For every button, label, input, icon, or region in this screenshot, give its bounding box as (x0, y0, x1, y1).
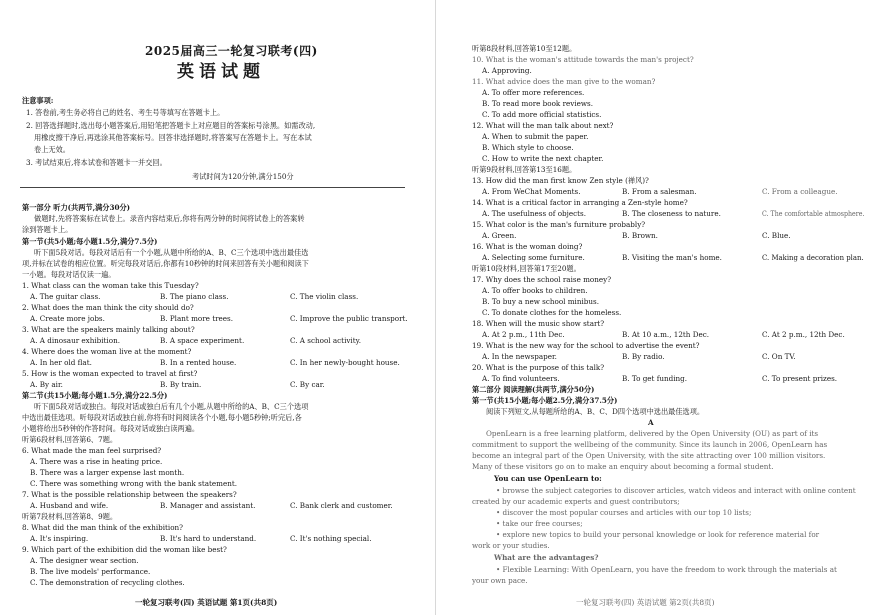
option-c: C. A school activity. (290, 336, 362, 345)
option-a: A. In her old flat. (30, 358, 92, 367)
question: 13. How did the man first know Zen style (禅风)? (472, 176, 649, 185)
option-b: B. To buy a new school minibus. (482, 297, 599, 306)
notice-line: 用橡皮擦干净后,再选涂其他答案标号。回答非选择题时,将答案写在答题卡上。写在本试 (34, 133, 312, 142)
option-c: C. By car. (290, 380, 325, 389)
option-a: A. The guitar class. (30, 292, 101, 301)
bullet-line: created by our academic experts and guest contributors; (472, 497, 680, 506)
option-a: A. From WeChat Moments. (482, 187, 581, 196)
exam-time-note: 考试时间为120分钟,满分150分 (192, 172, 294, 181)
section1-intro: 听下面5段对话。每段对话后有一个小题,从题中所给的A、B、C三个选项中选出最佳选 (34, 248, 309, 257)
option-b: B. The piano class. (160, 292, 229, 301)
section2-intro: 中选出最佳选项。听每段对话或独白前,你将有时间阅读各个小题,每小题5秒钟;听完后,各 (22, 413, 302, 422)
part2-intro: 阅读下列短文,从每题所给的A、B、C、D四个选项中选出最佳选项。 (486, 407, 705, 416)
option-a: A. It's inspiring. (30, 534, 89, 543)
option-b: B. A space experiment. (160, 336, 245, 345)
option-c: C. The violin class. (290, 292, 359, 301)
option-b: B. Brown. (622, 231, 658, 240)
section1-intro: 一小题。每段对话仅读一遍。 (22, 270, 116, 279)
option-b: B. To read more book reviews. (482, 99, 593, 108)
option-b: B. At 10 a.m., 12th Dec. (622, 330, 710, 339)
divider (20, 187, 405, 188)
question: 8. What did the man think of the exhibition? (22, 523, 184, 532)
option-a: A. To offer more references. (482, 88, 585, 97)
notice-line: 2. 回答选择题时,选出每小题答案后,用铅笔把答题卡上对应题目的答案标号涂黑。如需改动, (26, 121, 316, 130)
option-c: C. Improve the public transport. (290, 314, 408, 323)
passage-subheading: What are the advantages? (494, 553, 599, 562)
option-c: C. Bank clerk and customer. (290, 501, 393, 510)
question: 15. What color is the man's furniture probably? (472, 220, 646, 229)
page-2 (436, 0, 870, 615)
option-b: B. Visiting the man's home. (622, 253, 722, 262)
question: 17. Why does the school raise money? (472, 275, 612, 284)
section1-heading: 第一节(共5小题;每小题1.5分,满分7.5分) (22, 237, 158, 246)
option-a: A. The usefulness of objects. (482, 209, 586, 218)
option-b: B. Plant more trees. (160, 314, 233, 323)
option-a: A. Create more jobs. (30, 314, 105, 323)
option-a: A. To offer books to children. (482, 286, 588, 295)
bullet-line: • take our free courses; (496, 519, 583, 528)
option-c: C. The comfortable atmosphere. (762, 209, 865, 218)
material-label: 听第6段材料,回答第6、7题。 (22, 435, 118, 444)
option-c: C. To add more official statistics. (482, 110, 602, 119)
option-a: A. Approving. (482, 66, 532, 75)
option-a: A. There was a rise in heating price. (30, 457, 163, 466)
option-c: C. The demonstration of recycling clothes. (30, 578, 185, 587)
question: 10. What is the woman's attitude towards the man's project? (472, 55, 694, 64)
option-b: B. In a rented house. (160, 358, 237, 367)
option-a: A. Husband and wife. (30, 501, 109, 510)
passage-subheading: You can use OpenLearn to: (494, 474, 602, 483)
option-a: A. Selecting some furniture. (482, 253, 585, 262)
question: 2. What does the man think the city should do? (22, 303, 194, 312)
exam-subject-title: 英语试题 (177, 62, 265, 82)
option-c: C. How to write the next chapter. (482, 154, 604, 163)
bullet-line: • Flexible Learning: With OpenLearn, you have the freedom to work through the materials at (496, 565, 837, 574)
option-b: B. By radio. (622, 352, 665, 361)
part2-section1-heading: 第一节(共15小题;每小题2.5分,满分37.5分) (472, 396, 618, 405)
question: 11. What advice does the man give to the woman? (472, 77, 656, 86)
material-label: 听第7段材料,回答第8、9题。 (22, 512, 118, 521)
question: 7. What is the possible relationship between the speakers? (22, 490, 237, 499)
part1-intro: 涂到答题卡上。 (22, 225, 73, 234)
option-a: A. Green. (482, 231, 517, 240)
passage-line: OpenLearn is a free learning platform, delivered by the Open University (OU) as part of its (486, 429, 819, 438)
question: 3. What are the speakers mainly talking about? (22, 325, 195, 334)
material-label: 听第10段材料,回答第17至20题。 (472, 264, 581, 273)
bullet-line: • explore new topics to build your personal knowledge or look for reference material for (496, 530, 820, 539)
passage-line: become an integral part of the Open University, with the site attracting over 100 million visitors. (472, 451, 826, 460)
option-c: C. To donate clothes for the homeless. (482, 308, 622, 317)
option-b: B. The closeness to nature. (622, 209, 721, 218)
question: 5. How is the woman expected to travel at first? (22, 369, 198, 378)
notice-line: 3. 考试结束后,将本试卷和答题卡一并交回。 (26, 158, 167, 167)
section2-intro: 小题将给出5秒钟的作答时间。每段对话或独白读两遍。 (22, 424, 200, 433)
option-c: C. Blue. (762, 231, 791, 240)
question: 6. What made the man feel surprised? (22, 446, 162, 455)
passage-line: Many of these visitors go on to make an enquiry about becoming a formal student. (472, 462, 774, 471)
part2-heading: 第二部分 阅读理解(共两节,满分50分) (472, 385, 595, 394)
option-c: C. It's nothing special. (290, 534, 372, 543)
option-b: B. Which style to choose. (482, 143, 574, 152)
option-a: A. To find volunteers. (482, 374, 560, 383)
exam-title: 2025届高三一轮复习联考(四) (145, 44, 318, 58)
option-b: B. It's hard to understand. (160, 534, 257, 543)
option-c: C. There was something wrong with the bank statement. (30, 479, 238, 488)
option-b: B. There was a larger expense last month. (30, 468, 185, 477)
option-c: C. From a colleague. (762, 187, 838, 196)
bullet-line: work or your studies. (472, 541, 550, 550)
notice-line: 卷上无效。 (34, 145, 70, 154)
question: 20. What is the purpose of this talk? (472, 363, 605, 372)
option-c: C. In her newly-bought house. (290, 358, 400, 367)
question: 9. Which part of the exhibition did the woman like best? (22, 545, 227, 554)
question: 12. What will the man talk about next? (472, 121, 614, 130)
passage-label: A (648, 418, 654, 427)
bullet-line: • browse the subject categories to discover articles, watch videos and interact with online content (496, 486, 856, 495)
option-b: B. The live models' performance. (30, 567, 151, 576)
question: 1. What class can the woman take this Tuesday? (22, 281, 199, 290)
question: 16. What is the woman doing? (472, 242, 583, 251)
bullet-line: your own pace. (472, 576, 528, 585)
part1-intro: 做题时,先将答案标在试卷上。录音内容结束后,你将有两分钟的时间将试卷上的答案转 (34, 214, 305, 223)
option-b: B. Manager and assistant. (160, 501, 256, 510)
option-b: B. By train. (160, 380, 202, 389)
option-a: A. The designer wear section. (30, 556, 139, 565)
option-a: A. At 2 p.m., 11th Dec. (482, 330, 565, 339)
option-a: A. In the newspaper. (482, 352, 557, 361)
page-footer: 一轮复习联考(四) 英语试题 第1页(共8页) (135, 598, 278, 607)
option-a: A. When to submit the paper. (482, 132, 589, 141)
material-label: 听第9段材料,回答第13至16题。 (472, 165, 577, 174)
notice-line: 1. 答卷前,考生务必将自己的姓名、考生号等填写在答题卡上。 (26, 108, 225, 117)
question: 4. Where does the woman live at the moment? (22, 347, 192, 356)
page-footer: 一轮复习联考(四) 英语试题 第2页(共8页) (576, 598, 715, 607)
section1-intro: 项,并标在试卷的相应位置。听完每段对话后,你都有10秒钟的时间来回答有关小题和阅读下 (22, 259, 309, 268)
question: 14. What is a critical factor in arranging a Zen-style home? (472, 198, 688, 207)
option-a: A. A dinosaur exhibition. (30, 336, 120, 345)
option-a: A. By air. (30, 380, 63, 389)
option-c: C. At 2 p.m., 12th Dec. (762, 330, 845, 339)
passage-line: commitment to support the wellbeing of the community. Since its launch in 2006, OpenLearn has (472, 440, 828, 449)
bullet-line: • discover the most popular courses and articles with our top 10 lists; (496, 508, 752, 517)
notice-heading: 注意事项: (22, 96, 54, 105)
section2-intro: 听下面5段对话或独白。每段对话或独白后有几个小题,从题中所给的A、B、C三个选项 (34, 402, 309, 411)
option-b: B. From a salesman. (622, 187, 697, 196)
material-label: 听第8段材料,回答第10至12题。 (472, 44, 577, 53)
question: 19. What is the new way for the school to advertise the event? (472, 341, 700, 350)
part1-heading: 第一部分 听力(共两节,满分30分) (22, 203, 131, 212)
option-b: B. To get funding. (622, 374, 688, 383)
question: 18. When will the music show start? (472, 319, 605, 328)
option-c: C. On TV. (762, 352, 796, 361)
option-c: C. To present prizes. (762, 374, 838, 383)
section2-heading: 第二节(共15小题;每小题1.5分,满分22.5分) (22, 391, 168, 400)
option-c: C. Making a decoration plan. (762, 253, 864, 262)
